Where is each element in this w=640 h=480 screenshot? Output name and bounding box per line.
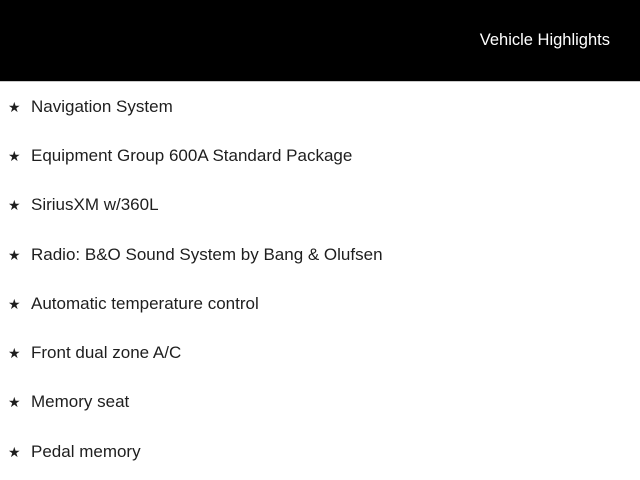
- star-icon: ★: [8, 147, 21, 164]
- list-item: [0, 230, 640, 279]
- highlights-list: [0, 82, 640, 476]
- star-icon: ★: [8, 443, 21, 460]
- list-item: [0, 427, 640, 476]
- star-icon: ★: [8, 98, 21, 115]
- list-item-label: Pedal memory: [31, 441, 141, 461]
- list-item: [0, 181, 640, 230]
- list-item-label: SiriusXM w/360L: [31, 195, 159, 215]
- list-item-label: Navigation System: [31, 96, 173, 116]
- list-item: [0, 378, 640, 427]
- star-icon: ★: [8, 345, 21, 362]
- star-icon: ★: [8, 295, 21, 312]
- list-item: [0, 131, 640, 180]
- star-icon: ★: [8, 246, 21, 263]
- star-icon: ★: [8, 197, 21, 214]
- list-item-label: Memory seat: [31, 392, 130, 412]
- list-item-label: Equipment Group 600A Standard Package: [31, 145, 353, 165]
- page-title: Vehicle Highlights: [479, 31, 610, 49]
- list-item-label: Radio: B&O Sound System by Bang & Olufsen: [31, 244, 383, 264]
- list-item-label: Front dual zone A/C: [31, 343, 182, 363]
- star-icon: ★: [8, 394, 21, 411]
- list-item: [0, 82, 640, 131]
- list-item: [0, 328, 640, 377]
- vehicle-highlights-header: [0, 0, 640, 82]
- list-item-label: Automatic temperature control: [31, 293, 259, 313]
- list-item: [0, 279, 640, 328]
